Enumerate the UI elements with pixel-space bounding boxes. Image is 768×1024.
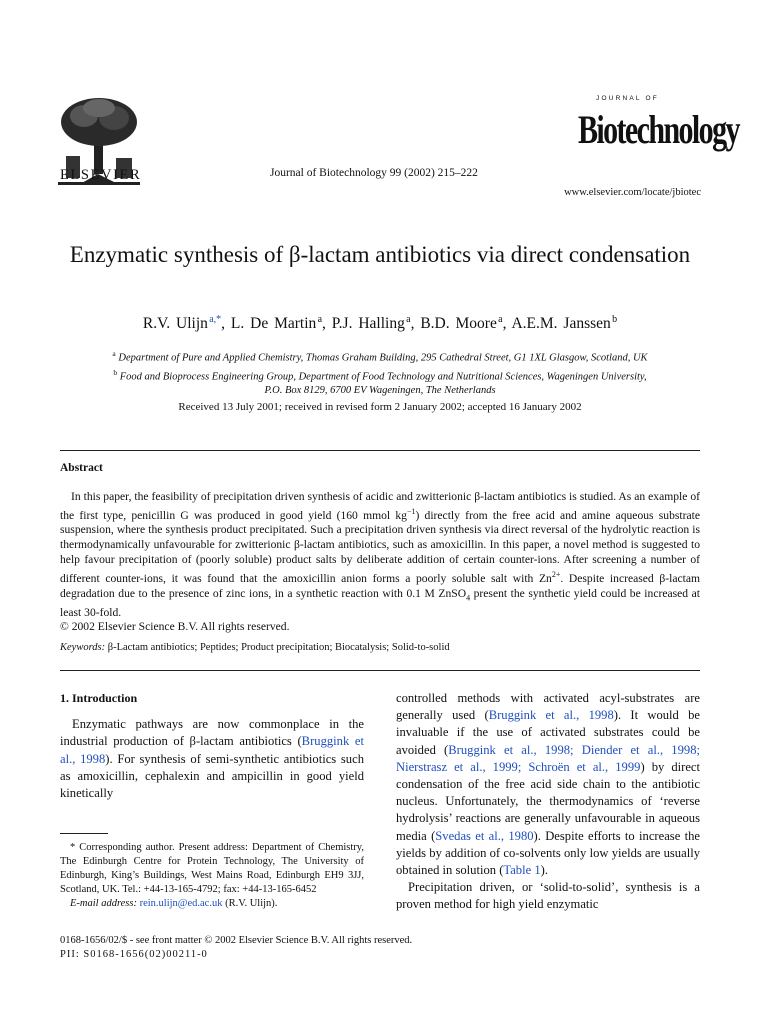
right-column: [396, 690, 700, 914]
divider-bottom: [60, 670, 700, 671]
paragraph: [60, 716, 364, 802]
author-affiliation-mark: b: [612, 314, 618, 325]
left-column: [60, 690, 364, 802]
body-text: Enzymatic pathways are now commonplace in the industrial production of β-lactam antibiotics (: [60, 717, 364, 749]
issn-line: 0168-1656/02/$ - see front matter © 2002 Elsevier Science B.V. All rights reserved.: [60, 935, 413, 946]
body-text: ). It would be invaluable if the use of activated substrates could be avoided (: [396, 708, 700, 757]
email-label: E-mail address:: [70, 898, 137, 909]
article-title: Enzymatic synthesis of β-lactam antibiotics via direct condensation: [69, 242, 691, 267]
abstract-body: [60, 490, 700, 635]
affiliation-b: Food and Bioprocess Engineering Group, Department of Food Technology and Nutritional Sciences, Wageningen University,: [119, 371, 647, 382]
citation-link[interactable]: Bruggink et al., 1998: [488, 708, 614, 723]
abstract-text: present the synthetic yield could be increased at least 30-fold.: [60, 586, 700, 619]
abstract-text: . Despite increased β-lactam degradation due to the presence of zinc ions, in a synthetic reaction with 0.1 M ZnSO: [60, 571, 700, 600]
abstract-subscript: 4: [466, 592, 471, 602]
journal-logo-small-text: JOURNAL OF: [596, 95, 659, 102]
publisher-name: ELSEVIER: [60, 167, 142, 183]
author-affiliation-mark: a: [406, 314, 411, 325]
author-list: R.V. Ulijn $^{a,*}$, L. De Martin $^a$, P.J. Halling $^a$, B.D. Moore $^a$, A.E.M. Janssen $^b$: [142, 314, 618, 333]
keywords: [60, 642, 700, 653]
paragraph: Precipitation driven, or ‘solid-to-solid’, synthesis is a proven method for high yield enzymatic: [396, 880, 700, 912]
table-link[interactable]: Table 1: [503, 863, 541, 878]
affiliation-mark: b: [113, 367, 118, 377]
abstract-text: ) directly from the free acid and amine aqueous substrate suspension, where the synthesis product precipitated. Such a precipitation driven synthesis via direct reversal of the hydrolytic reaction is thermodynamically unfavourable for zwitterionic β-lactam antibiotics, such as amoxicillin. In this paper, a novel method is suggested to help favour precipitation of (poorly soluble) product salts by deliberate addition of certain counter-ions. After screening a number of different counter-ions, it was found that the amoxicillin anion forms a poorly soluble salt with Zn: [60, 508, 700, 585]
journal-reference: Journal of Biotechnology 99 (2002) 215–222: [270, 167, 478, 179]
affiliation-a: Department of Pure and Applied Chemistry, Thomas Graham Building, 295 Cathedral Street, G1 1XL Glasgow, Scotland, UK: [118, 352, 648, 364]
author-name: R.V. Ulijn: [142, 315, 208, 333]
email-suffix: (R.V. Ulijn).: [222, 898, 278, 909]
abstract-copyright: © 2002 Elsevier Science B.V. All rights reserved.: [60, 620, 290, 634]
keywords-label: Keywords:: [60, 642, 106, 653]
abstract-text: In this paper, the feasibility of precipitation driven synthesis of acidic and zwitterionic β-lactam antibiotics is studied. As an example of the first type, penicillin G was produced in good yield (160 mmol kg: [60, 490, 700, 522]
footnote-text: * Corresponding author. Present address: Department of Chemistry, The Edinburgh Centre for Protein Technology, The University of Edinburgh, King’s Buildings, West Mains Road, Edinburgh EH9 3JJ, Scotland, UK. Tel.: +44-13-165-4792; fax: +44-13-165-6452: [60, 842, 364, 895]
body-text: ). For synthesis of semi-synthetic antibiotics such as amoxicillin, cephalexin and ampicillin in good yield kinetically: [60, 751, 364, 801]
citation-link[interactable]: Bruggink et al., 1998: [60, 734, 364, 766]
abstract-heading: Abstract: [60, 462, 103, 474]
affiliation-b-address: P.O. Box 8129, 6700 EV Wageningen, The Netherlands: [264, 385, 496, 396]
received-dates: Received 13 July 2001; received in revised form 2 January 2002; accepted 16 January 2002: [178, 401, 582, 413]
author-name: A.E.M. Janssen: [511, 315, 611, 333]
author-affiliation-mark: a: [498, 314, 503, 325]
author-affiliation-mark[interactable]: a,*: [209, 314, 222, 325]
author-affiliation-mark: a: [317, 314, 323, 325]
author-name: B.D. Moore: [420, 315, 497, 333]
divider-top: [60, 450, 700, 451]
citation-link[interactable]: Bruggink et al., 1998; Diender et al., 1998; Nierstrasz et al., 1999; Schroën et al., 1999: [396, 742, 700, 774]
author-name: L. De Martin: [230, 315, 317, 333]
abstract-superscript: 2+: [551, 569, 561, 579]
body-text: ).: [540, 863, 548, 878]
citation-link[interactable]: Svedas et al., 1980: [435, 828, 534, 843]
journal-url[interactable]: www.elsevier.com/locate/jbiotec: [564, 187, 701, 198]
footnote-rule: [60, 833, 108, 834]
section-heading: 1. Introduction: [60, 691, 138, 705]
body-text: controlled methods with activated acyl-substrates are generally used (: [396, 691, 700, 723]
author-name: P.J. Halling: [331, 315, 405, 333]
affiliation-mark: a: [112, 349, 116, 358]
body-text: ) by direct condensation of the free acid side chain to the antibiotic nucleus. Unfortunately, the thermodynamics of ‘reverse hydrolysis’ reactions are generally unfavourable in aqueous media (: [396, 759, 700, 843]
email-link[interactable]: rein.ulijn@ed.ac.uk: [139, 898, 223, 909]
pii-line: PII: S0168-1656(02)00211-0: [60, 949, 208, 960]
keywords-text: β-Lactam antibiotics; Peptides; Product precipitation; Biocatalysis; Solid-to-solid: [105, 642, 450, 653]
abstract-superscript: −1: [406, 506, 416, 516]
footnote: [60, 841, 364, 911]
journal-logo-title: Biotechnology: [578, 108, 739, 153]
page-footer: [60, 934, 412, 962]
body-text: ). Despite efforts to increase the yields by addition of co-solvents only low yields are usually obtained in solution (: [396, 828, 700, 878]
affiliations: [60, 347, 700, 398]
paragraph: [396, 690, 700, 879]
